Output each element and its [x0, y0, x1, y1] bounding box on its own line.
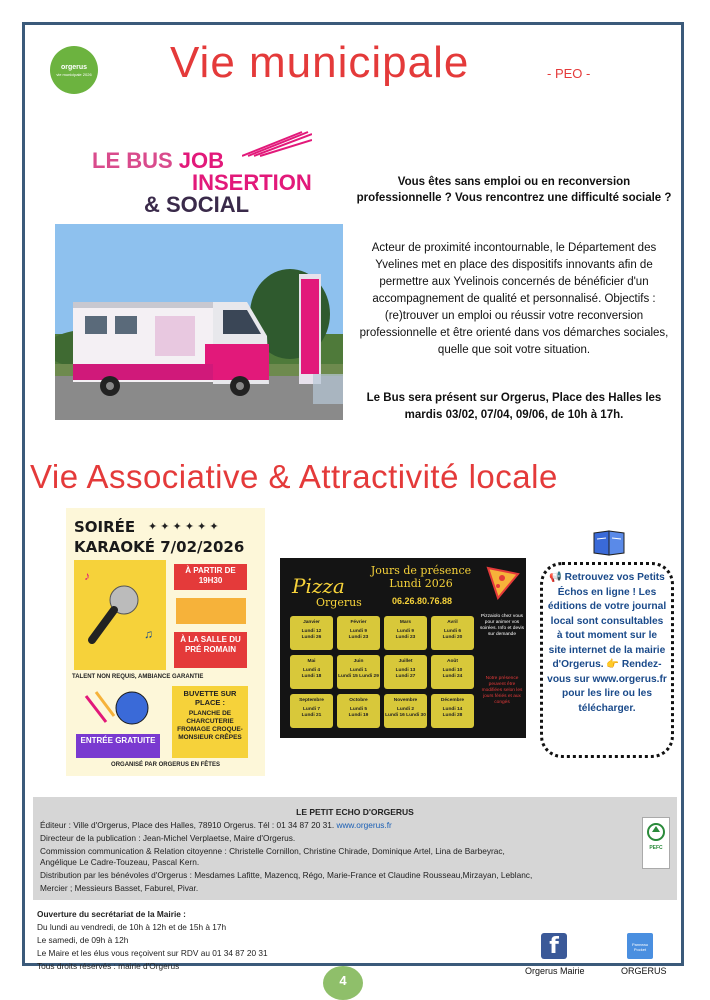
pizza-note2: Notre présence peuvent être modifiées selon les jours fériés et aux congés	[481, 676, 523, 705]
pizza-month-cell	[384, 616, 427, 650]
pizza-month-date: Lundi 23	[395, 635, 416, 640]
karaoke-menu: PLANCHE DE CHARCUTERIE FROMAGE CROQUE-MONSIEUR CRÊPES	[177, 710, 243, 741]
footer-commission1: Commission communication & Relation citoyenne : Christelle Cornillon, Christine Chirade, Dominique Artel, Lina de Barbeyrac,	[40, 846, 505, 856]
pizza-month-date: Lundi 20	[442, 635, 463, 640]
pizza-month-date: Lundi 12	[301, 629, 322, 634]
panneaupocket-icon-text: Panneau Pocket	[631, 942, 648, 952]
karaoke-place: À LA SALLE DU PRÉ ROMAIN	[174, 632, 247, 668]
page-number: 4	[323, 966, 363, 1000]
bus-photo	[55, 224, 343, 420]
pizza-month-name: Février	[350, 620, 367, 625]
pizza-month-date: Lundi 18	[301, 674, 322, 679]
opening-rdv: Le Maire et les élus vous reçoivent sur RDV au 01 34 87 20 31	[37, 948, 268, 958]
pizza-month-name: Mai	[307, 659, 316, 664]
panneaupocket-icon[interactable]	[627, 933, 653, 959]
logo-name: orgerus	[60, 63, 88, 71]
section2-title: Vie Associative & Attractivité locale	[30, 458, 558, 495]
pizza-month-date: Lundi 21	[301, 713, 322, 718]
pizza-month-date: Lundi 19	[348, 713, 369, 718]
pizza-month-cell	[384, 655, 427, 689]
pefc-logo	[642, 817, 670, 869]
karaoke-entry: ENTRÉE GRATUITE	[76, 734, 160, 758]
karaoke-buvette-box	[172, 686, 248, 758]
opening-rights: Tous droits réservés : mairie d'Orgerus	[37, 961, 180, 971]
pizza-month-date: Lundi 1	[349, 668, 368, 673]
svg-text:♪: ♪	[84, 569, 90, 583]
pizza-month-date: Lundi 2	[396, 707, 415, 712]
opening-title: Ouverture du secrétariat de la Mairie :	[37, 909, 186, 919]
pizza-month-date: Lundi 15 Lundi 29	[338, 674, 379, 679]
pizza-month-date: Lundi 6	[443, 629, 462, 634]
pizza-mascot	[484, 564, 520, 600]
bus-logo-line3: & SOCIAL	[144, 192, 250, 217]
pizza-month-date: Lundi 9	[396, 629, 415, 634]
karaoke-organizer: ORGANISÉ PAR ORGERUS EN FÊTES	[111, 762, 220, 768]
pizza-month-cell	[290, 616, 333, 650]
karaoke-poster	[66, 508, 265, 776]
pizza-month-name: Juin	[353, 659, 364, 664]
pizza-month-date: Lundi 27	[395, 674, 416, 679]
pizza-month-date: Lundi 5	[349, 707, 368, 712]
karaoke-stars: ✦ ✦ ✦ ✦ ✦ ✦	[148, 521, 219, 533]
pizza-month-date: Lundi 7	[302, 707, 321, 712]
online-info-text: 📢 Retrouvez vos Petits Échos en ligne ! Les éditions de votre journal local sont consultables à tout moment sur le site internet de la mairie d'Orgerus. 👉 Rendez-vous sur www.orgerus.fr pour les lire ou les télécharger.	[547, 572, 667, 714]
footer-editor	[40, 820, 392, 830]
pizza-calendar	[290, 616, 478, 728]
pizza-month-cell	[431, 616, 474, 650]
footer-director: Directeur de la publication : Jean-Michel Verplaetse, Maire d'Orgerus.	[40, 833, 296, 843]
facebook-icon[interactable]: f	[541, 933, 567, 959]
pizza-month-name: Décembre	[440, 698, 465, 703]
bus-dates: Le Bus sera présent sur Orgerus, Place des Halles les mardis 03/02, 07/04, 09/06, de 10h à 17h.	[366, 392, 662, 421]
pizza-month-date: Lundi 23	[348, 635, 369, 640]
footer-commission2: Angélique Le Cadre-Touzeau, Pascal Kern.	[40, 857, 200, 867]
pizza-month-date: Lundi 4	[302, 668, 321, 673]
pizza-month-cell	[337, 694, 380, 728]
pizza-month-name: Octobre	[349, 698, 368, 703]
pizza-month-cell	[431, 694, 474, 728]
pizza-month-date: Lundi 24	[442, 674, 463, 679]
pizza-month-date: Lundi 16 Lundi 30	[385, 713, 426, 718]
publication-footer	[33, 797, 677, 900]
footer-distribution1: Distribution par les bénévoles d'Orgerus : Mesdames Lafitte, Mazencq, Régo, Marie-France et Claudine Rousseau,Mirzayan, Leblanc,	[40, 870, 533, 880]
footer-title: LE PETIT ECHO D'ORGERUS	[296, 807, 414, 817]
pizza-note1: Pizzaiolo chez vous pour animer vos soirées. Info et devis sur demande	[480, 614, 524, 637]
karaoke-title: SOIRÉE	[74, 518, 136, 536]
pizza-month-date: Lundi 26	[301, 635, 322, 640]
section-tag: - PEO -	[547, 66, 591, 81]
pizza-month-cell	[431, 655, 474, 689]
pizza-month-date: Lundi 13	[395, 668, 416, 673]
footer-distribution2: Mercier ; Messieurs Basset, Faburel, Pivar.	[40, 883, 199, 893]
online-info-box	[540, 562, 674, 758]
pizza-month-name: Mars	[399, 620, 412, 625]
pizza-town: Orgerus	[316, 596, 362, 609]
karaoke-talent: TALENT NON REQUIS, AMBIANCE GARANTIE	[72, 674, 204, 680]
book-icon	[592, 527, 626, 557]
bus-job-logo	[82, 128, 314, 216]
opening-weekdays: Du lundi au vendredi, de 10h à 12h et de 15h à 17h	[37, 922, 227, 932]
bus-logo-line1: LE BUS	[92, 148, 179, 173]
pizza-title: Jours de présence Lundi 2026	[370, 564, 472, 590]
orgerus-logo	[50, 46, 98, 94]
bus-description: Acteur de proximité incontournable, le Département des Yvelines met en place des dispositifs innovants afin de permettre aux Yvelinois concernés de bénéficier d'un accompagnement de qualité et personnalisé. Objectifs : (re)trouver un emploi ou réussir votre reconversion professionnelle et être orienté dans vos démarches sociales, quelle que soit votre situation.	[359, 242, 669, 356]
pizza-month-name: Janvier	[303, 620, 320, 625]
bus-logo-line2: INSERTION	[192, 170, 312, 195]
pizza-month-cell	[337, 616, 380, 650]
pizza-brand: Pizza	[292, 574, 345, 598]
pizza-poster	[280, 558, 526, 738]
pizza-month-date: Lundi 9	[349, 629, 368, 634]
pizza-month-cell	[337, 655, 380, 689]
footer-editor-text: Éditeur : Ville d'Orgerus, Place des Halles, 78910 Orgerus. Tél : 01 34 87 20 31.	[40, 820, 337, 830]
pizza-month-name: Avril	[447, 620, 458, 625]
pizza-month-name: Août	[447, 659, 458, 664]
bus-questions: Vous êtes sans emploi ou en reconversion professionnelle ? Vous rencontrez une difficulté sociale ?	[356, 176, 672, 204]
people-illustration	[176, 598, 246, 624]
disco-illustration	[76, 686, 160, 732]
pizza-month-cell	[290, 655, 333, 689]
facebook-label[interactable]: Orgerus Mairie	[525, 966, 585, 976]
karaoke-time: À PARTIR DE 19H30	[174, 564, 247, 590]
pizza-month-name: Novembre	[393, 698, 418, 703]
pizza-phone: 06.26.80.76.88	[392, 596, 453, 606]
svg-text:♫: ♫	[144, 627, 153, 641]
page-title: Vie municipale	[170, 38, 470, 87]
opening-saturday: Le samedi, de 09h à 12h	[37, 935, 129, 945]
pizza-month-date: Lundi 10	[442, 668, 463, 673]
stripes-decoration	[242, 128, 312, 158]
pefc-label: PEFC	[649, 845, 663, 851]
pizza-month-date: Lundi 28	[442, 713, 463, 718]
pizza-month-name: Septembre	[299, 698, 324, 703]
panneaupocket-label[interactable]: ORGERUS	[621, 966, 667, 976]
bus-logo-job: JOB	[178, 148, 225, 173]
pizza-month-cell	[290, 694, 333, 728]
karaoke-subtitle: KARAOKÉ 7/02/2026	[74, 538, 245, 556]
karaoke-buvette: BUVETTE SUR PLACE :	[183, 689, 237, 707]
microphone-illustration	[74, 560, 166, 670]
pizza-month-cell	[384, 694, 427, 728]
logo-sub: vie municipale 2026	[56, 71, 92, 77]
pizza-month-date: Lundi 14	[442, 707, 463, 712]
website-link[interactable]: www.orgerus.fr	[336, 820, 392, 830]
pizza-month-name: Juillet	[398, 659, 413, 664]
